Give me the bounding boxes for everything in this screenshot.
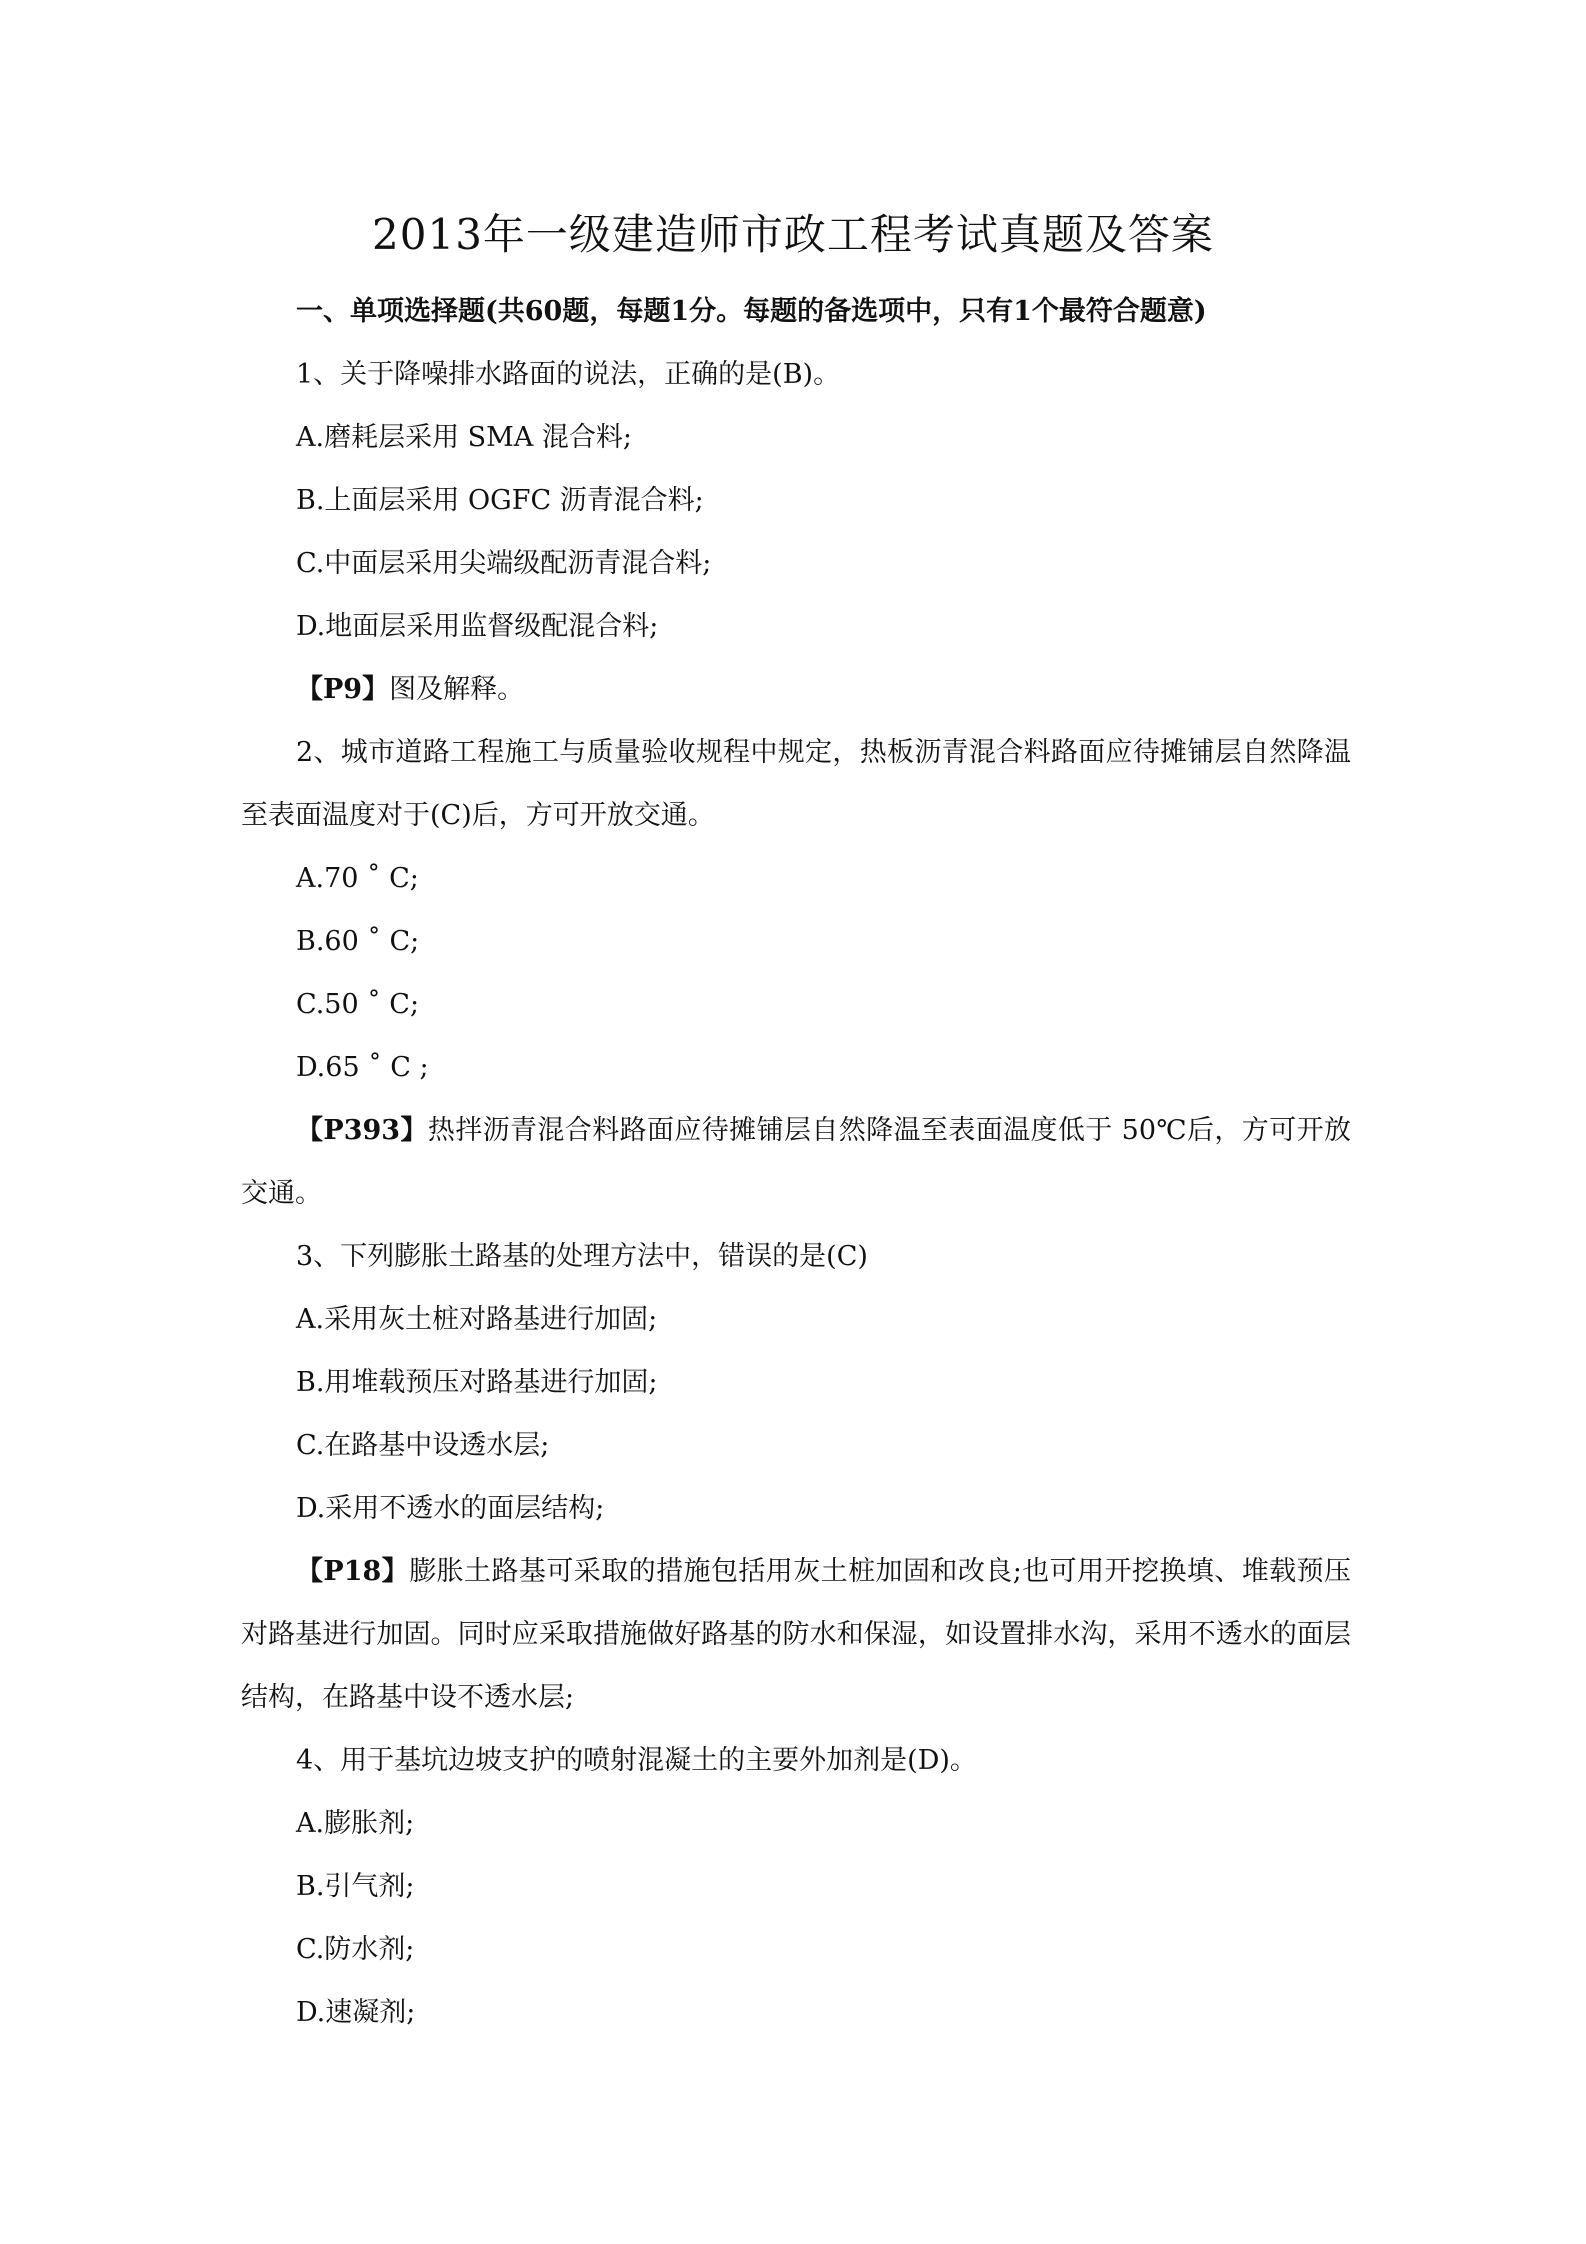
section-heading: 一、单项选择题(共60题，每题1分。每题的备选项中，只有1个最符合题意) [296, 296, 1207, 327]
explanation-text: 热拌沥青混合料路面应待摊铺层自然降温至表面温度低于 50℃后，方可开放交通。 [241, 1115, 1351, 1209]
answer-option: D.采用不透水的面层结构; [296, 1493, 605, 1524]
question-stem: 1、关于降噪排水路面的说法，正确的是(B)。 [296, 359, 841, 390]
answer-option: C.防水剂; [296, 1934, 415, 1965]
answer-option: C.50 ˚ C; [296, 989, 420, 1020]
explanation-text: 图及解释。 [389, 674, 525, 705]
answer-option: C.在路基中设透水层; [296, 1430, 550, 1461]
answer-option: D.速凝剂; [296, 1997, 416, 2028]
answer-option: A.70 ˚ C; [296, 863, 419, 894]
question-list [241, 343, 1351, 2044]
explanation-paragraph [241, 1099, 1351, 1225]
document-title: 2013年一级建造师市政工程考试真题及答案 [372, 210, 1214, 259]
question-stem: 4、用于基坑边坡支护的喷射混凝土的主要外加剂是(D)。 [296, 1745, 977, 1776]
answer-option: C.中面层采用尖端级配沥青混合料; [296, 548, 712, 579]
explanation-text: 膨胀土路基可采取的措施包括用灰土桩加固和改良;也可用开挖换填、堆载预压对路基进行加固。同时应采取措施做好路基的防水和保湿，如设置排水沟，采用不透水的面层结构，在路基中设不透水层; [241, 1556, 1351, 1713]
question-stem: 2、城市道路工程施工与质量验收规程中规定，热板沥青混合料路面应待摊铺层自然降温至表面温度对于(C)后，方可开放交通。 [241, 737, 1351, 831]
explanation-paragraph [241, 1540, 1351, 1729]
page-reference: 【P18】 [296, 1556, 410, 1587]
answer-option: A.采用灰土桩对路基进行加固; [296, 1304, 658, 1335]
answer-option: A.磨耗层采用 SMA 混合料; [296, 422, 632, 453]
question-stem: 3、下列膨胀土路基的处理方法中，错误的是(C) [296, 1241, 868, 1272]
page-reference: 【P393】 [296, 1115, 428, 1146]
answer-option: A.膨胀剂; [296, 1808, 415, 1839]
answer-option: B.60 ˚ C; [296, 926, 420, 957]
page-reference: 【P9】 [296, 674, 390, 705]
answer-option: B.上面层采用 OGFC 沥青混合料; [296, 485, 704, 516]
explanation-paragraph [241, 658, 1351, 721]
answer-option: B.引气剂; [296, 1871, 415, 1902]
answer-option: D.地面层采用监督级配混合料; [296, 611, 659, 642]
answer-option: D.65 ˚ C ; [296, 1052, 429, 1083]
answer-option: B.用堆载预压对路基进行加固; [296, 1367, 658, 1398]
